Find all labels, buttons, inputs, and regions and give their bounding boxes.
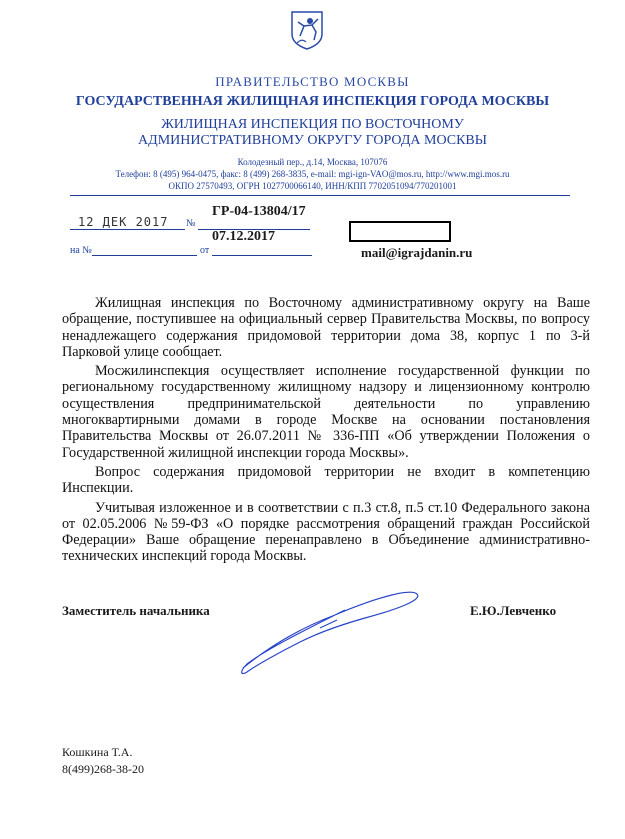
registration-date: 07.12.2017 — [212, 229, 275, 244]
letterhead-codes: ОКПО 27570493, ОГРН 1027700066140, ИНН/КПП 7702051094/770201001 — [168, 181, 457, 191]
subdivision-line-1: ЖИЛИЩНАЯ ИНСПЕКЦИЯ ПО ВОСТОЧНОМУ — [161, 117, 464, 132]
executor-name: Кошкина Т.А. — [62, 745, 133, 759]
reference-date-underline — [212, 255, 312, 256]
number-sign: № — [186, 218, 196, 229]
letterhead-address: Колодезный пер., д.14, Москва, 107076 — [237, 157, 388, 167]
registration-number: ГР-04-13804/17 — [212, 204, 306, 219]
reference-date-label: от — [200, 245, 210, 256]
body-paragraph: Учитывая изложенное и в соответствии с п.3 ст.8, п.5 ст.10 Федерального закона от 02.05.2006 №59-ФЗ «О порядке рассмотрения обращений граждан Российской Федерации» Ваше обращение перенаправлено в Объединение административно-технических инспекций города Москвы. — [62, 499, 590, 565]
moscow-coat-of-arms-icon — [290, 10, 324, 50]
handwritten-signature — [225, 580, 430, 680]
letterhead-contacts: Телефон: 8 (495) 964-0475, факс: 8 (499) 268-3835, e-mail: mgi-ign-VAO@mos.ru, http://www.mgi.mos.ru — [115, 169, 510, 179]
body-paragraph: Жилищная инспекция по Восточному административному округу на Ваше обращение, поступившее на официальный сервер Правительства Москвы, по вопросу ненадлежащего содержания придомовой территории дома 38, корпус 1 по 3-й Парковой улице сообщает. — [62, 295, 590, 360]
executor-phone: 8(499)268-38-20 — [62, 762, 144, 776]
date-underline — [70, 229, 185, 230]
letterhead-divider — [70, 195, 570, 196]
signatory-title: Заместитель начальника — [62, 603, 210, 618]
redacted-recipient-box — [349, 221, 451, 242]
registration-stamp-date: 12 ДЕК 2017 — [78, 215, 169, 229]
body-paragraph: Мосжилинспекция осуществляет исполнение государственной функции по региональному государственному жилищному надзору и лицензионному контролю осуществления предпринимательской деятельности по управлению многоквартирными домами в городе Москве на основании постановления Правительства Москвы от 26.07.2011 № 336-ПП «Об утверждении Положения о Государственной жилищной инспекции города Москвы». — [62, 363, 590, 461]
letter-body — [62, 295, 590, 568]
signatory-name: Е.Ю.Левченко — [470, 603, 557, 618]
body-paragraph: Вопрос содержания придомовой территории не входит в компетенцию Инспекции. — [62, 463, 590, 497]
recipient-email: mail@igrajdanin.ru — [361, 245, 473, 260]
inspection-title: ГОСУДАРСТВЕННАЯ ЖИЛИЩНАЯ ИНСПЕКЦИЯ ГОРОДА МОСКВЫ — [75, 94, 550, 109]
subdivision-line-2: АДМИНИСТРАТИВНОМУ ОКРУГУ ГОРОДА МОСКВЫ — [138, 133, 487, 148]
reference-number-underline — [92, 255, 197, 256]
government-header: ПРАВИТЕЛЬСТВО МОСКВЫ — [215, 74, 410, 89]
reference-number-label: на № — [70, 245, 92, 256]
